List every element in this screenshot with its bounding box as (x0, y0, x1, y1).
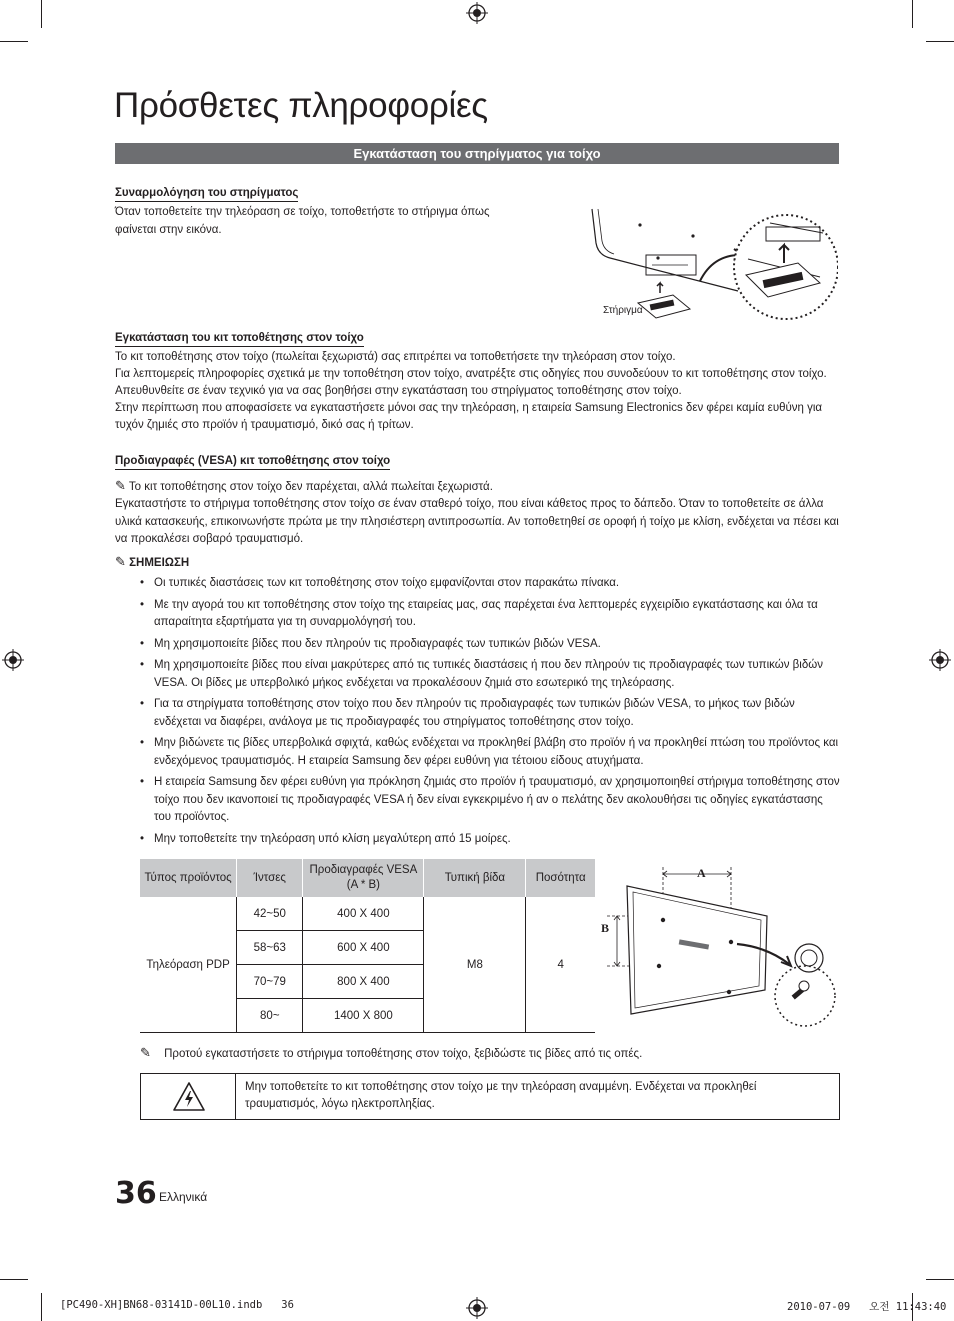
section-heading (115, 183, 298, 201)
unscrew-note (140, 1044, 838, 1064)
vesa-cell: 1400 X 800 (303, 999, 424, 1033)
note-text: Το κιτ τοποθέτησης στον τοίχο δεν παρέχεται, αλλά πωλείται ξεχωριστά. (128, 481, 493, 493)
column-header: Τύπος προϊόντος (140, 859, 237, 897)
warning-text: Μην τοποθετείτε το κιτ τοποθέτησης στον τοίχο με την τηλεόραση αναμμένη. Ενδέχεται να προκληθεί τραυματισμός, λόγω ηλεκτροπληξίας. (245, 1081, 757, 1110)
vesa-note-1 (115, 477, 841, 497)
registration-mark-icon (929, 649, 951, 671)
note-text: Προτού εγκαταστήσετε το στήριγμα τοποθέτησης στον τοίχο, ξεβιδώστε τις βίδες από τις οπές. (164, 1048, 643, 1060)
crop-mark (41, 0, 42, 28)
dimension-b-label: B (601, 921, 610, 935)
crop-mark (912, 0, 913, 28)
product-cell: Τηλεόραση PDP (140, 897, 237, 1033)
table-header-row (140, 859, 595, 897)
page-title: Πρόσθετες πληροφορίες (114, 86, 488, 125)
paragraph: Για λεπτομερείς πληροφορίες σχετικά με την τοποθέτηση στον τοίχο, ανατρέξτε στις οδηγίες που συνοδεύουν το κιτ τοποθέτησης στον τοίχο. Απευθυνθείτε σε έναν τεχνικό για να σας βοηθήσει στην εγκατάσταση του στηρίγματος τοποθέτησης στον τοίχο. (115, 368, 827, 397)
crop-mark (41, 1293, 42, 1321)
paragraph: Το κιτ τοποθέτησης στον τοίχο (πωλείται ξεχωριστά) σας επιτρέπει να τοποθετήσετε την τηλεόραση στον τοίχο. (115, 351, 676, 363)
assembly-text-line: φαίνεται στην εικόνα. (115, 223, 222, 236)
note-bullet-list (140, 575, 840, 852)
page-number: 36 (115, 1176, 157, 1211)
note-title: ΣΗΜΕΙΩΣΗ (129, 557, 190, 569)
vesa-spec-table (140, 859, 595, 1033)
table-row (140, 897, 595, 931)
vesa-diagram-figure (597, 862, 839, 1032)
paragraph: Στην περίπτωση που αποφασίσετε να εγκαταστήσετε μόνοι σας την τηλεόραση, η εταιρεία Samsung Electronics δεν φέρει καμία ευθύνη για τυχόν ζημιές στο προϊόν ή τραυματισμό, δικό σας ή τρίτων. (115, 402, 823, 431)
column-header: Τυπική βίδα (424, 859, 526, 897)
crop-mark (0, 41, 28, 42)
warning-icon-cell (141, 1074, 236, 1119)
inches-cell: 80~ (237, 999, 303, 1033)
list-item: • Μην βιδώνετε τις βίδες υπερβολικά σφιχτά, καθώς ενδέχεται να προκληθεί βλάβη στο προϊόν ή να προκληθεί πτώση του προϊόντος και ενδεχόμενος τραυματισμός. Η εταιρεία Samsung δεν φέρει ευθύνη για τέτοιου είδους ατυχήματα. (140, 735, 840, 770)
screw-cell: M8 (424, 897, 526, 1033)
list-item: • Μη χρησιμοποιείτε βίδες που είναι μακρύτερες από τις τυπικές διαστάσεις ή που δεν πληρούν τις προδιαγραφές των τυπικών βιδών VESA. Οι βίδες με υπερβολικό μήκος ενδέχεται να προκαλέσουν ζημιά στο εσωτερικό της τηλεόρασης. (140, 657, 840, 692)
crop-mark (0, 1279, 28, 1280)
inches-cell: 70~79 (237, 965, 303, 999)
language-label: Ελληνικά (159, 1190, 208, 1204)
vesa-paragraph: Εγκαταστήστε το στήριγμα τοποθέτησης στον τοίχο σε έναν σταθερό τοίχο, που είναι κάθετος προς το δάπεδο. Όταν το τοποθετείτε σε άλλα υλικά κατασκευής, επικοινωνήστε πρώτα με την πλησιέστερη αντιπροσωπία. Αν τοποθετηθεί σε οροφή ή τοίχο με κλίση, ενδέχεται να πέσει και να προκαλέσει σοβαρό τραυματισμό. (115, 498, 839, 545)
list-item: • Οι τυπικές διαστάσεις των κιτ τοποθέτησης στον τοίχο εμφανίζονται στον παρακάτω πίνακα. (140, 575, 840, 593)
assembly-text-line: Όταν τοποθετείτε την τηλεόραση σε τοίχο, τοποθετήστε το στήριγμα όπως (115, 206, 490, 218)
section-banner: Εγκατάσταση του στηρίγματος για τοίχο (115, 143, 839, 164)
bracket-label: Στήριγμα (603, 305, 643, 316)
electric-shock-warning-icon (172, 1081, 206, 1112)
crop-mark (926, 41, 954, 42)
assembly-heading: Συναρμολόγηση του στηρίγματος (115, 187, 298, 202)
wall-mount-heading: Εγκατάσταση του κιτ τοποθέτησης στον τοίχο (115, 332, 364, 347)
list-item: • Η εταιρεία Samsung δεν φέρει ευθύνη για πρόκληση ζημιάς στο προϊόν ή τραυματισμό, αν χρησιμοποιηθεί στήριγμα τοποθέτησης στον τοίχο που δεν ικανοποιεί τις προδιαγραφές VESA ή δεν είναι εγκεκριμένο ή αν ο πελάτης δεν ακολουθήσει τις οδηγίες εγκατάστασης του προϊόντος. (140, 774, 840, 827)
pencil-note-icon: ✎ (115, 554, 126, 569)
list-item: • Μη χρησιμοποιείτε βίδες που δεν πληρούν τις προδιαγραφές των τυπικών βιδών VESA. (140, 636, 840, 654)
vesa-cell: 400 X 400 (303, 897, 424, 931)
assembly-text (115, 204, 535, 239)
quantity-cell: 4 (526, 897, 595, 1033)
crop-mark (926, 1279, 954, 1280)
warning-box (140, 1073, 840, 1120)
note-title-row (115, 553, 189, 573)
column-header: Ίντσες (237, 859, 303, 897)
section-heading (115, 328, 364, 346)
section-heading (115, 451, 390, 469)
inches-cell: 58~63 (237, 931, 303, 965)
column-header: Προδιαγραφές VESA (A * B) (303, 859, 424, 897)
inches-cell: 42~50 (237, 897, 303, 931)
registration-mark-icon (2, 649, 24, 671)
list-item: • Μην τοποθετείτε την τηλεόραση υπό κλίση μεγαλύτερη από 15 μοίρες. (140, 831, 840, 849)
vesa-heading: Προδιαγραφές (VESA) κιτ τοποθέτησης στον τοίχο (115, 455, 390, 470)
file-info: [PC490-XH]BN68-03141D-00L10.indb 36 (60, 1299, 294, 1311)
list-item: • Για τα στηρίγματα τοποθέτησης στον τοίχο που δεν πληρούν τις προδιαγραφές των τυπικών βιδών VESA, το μήκος των βιδών ενδέχεται να διαφέρει, ανάλογα με τις προδιαγραφές του στηρίγματος τοποθέτησης στον τοίχο. (140, 696, 840, 731)
vesa-cell: 600 X 400 (303, 931, 424, 965)
vesa-cell: 800 X 400 (303, 965, 424, 999)
column-header: Ποσότητα (526, 859, 595, 897)
pencil-note-icon: ✎ (140, 1045, 151, 1060)
pencil-note-icon: ✎ (115, 478, 126, 493)
dimension-a-label: A (697, 866, 706, 880)
wall-mount-paragraphs (115, 349, 841, 434)
list-item: • Με την αγορά του κιτ τοποθέτησης στον τοίχο της εταιρείας μας, σας παρέχεται ένα λεπτομερές εγχειρίδιο εγκατάστασης και όλα τα απαραίτητα εξαρτήματα για τη συναρμολόγησή του. (140, 597, 840, 632)
print-date: 2010-07-09 오전 11:43:40 (787, 1301, 947, 1313)
registration-mark-icon (466, 2, 488, 24)
registration-mark-icon (466, 1297, 488, 1319)
